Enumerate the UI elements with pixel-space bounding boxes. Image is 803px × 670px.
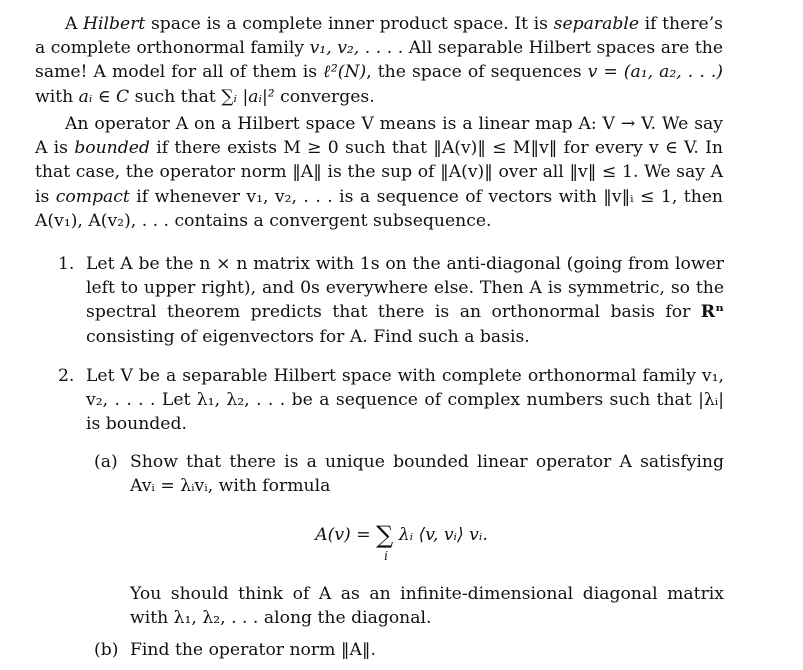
intro-part: if there’s a complete orthonormal family	[35, 14, 723, 59]
operators-part: if there exists M ≥ 0 such that ‖A(v)‖ ≤ M‖v‖ for every v ∈ V. In that case, the operator norm ‖A‖ is the sup of ‖A(v)‖ over all ‖v‖ ≤ 1. We say A is	[35, 138, 723, 207]
sum-symbol: ∑	[376, 521, 394, 549]
intro-part: converges.	[274, 86, 375, 107]
problem-1	[58, 252, 724, 349]
problem-2	[58, 364, 724, 437]
subproblem-a-note	[130, 582, 724, 630]
math-sum-condition: ∑ᵢ |aᵢ|²	[221, 86, 275, 107]
math-model: ℓ²(N)	[323, 62, 367, 83]
math-family: v₁, v₂, . . . .	[309, 38, 404, 59]
math-condition: aᵢ ∈ C	[78, 86, 130, 107]
operators-paragraph	[35, 112, 723, 233]
problem-number: 1.	[58, 254, 75, 274]
math-space: Rⁿ	[700, 302, 724, 323]
sum-index: i	[384, 549, 388, 563]
intro-part: All separable Hilbert spaces are the same! A model for all of them is	[35, 38, 724, 83]
operators-part: if whenever v₁, v₂, . . . is a sequence of vectors with ‖v‖ᵢ ≤ 1, then A(v₁), A(v₂), . . . contains a convergent subsequence.	[35, 186, 724, 231]
term-bounded: bounded	[74, 138, 150, 159]
problem-number: 2.	[58, 366, 75, 386]
display-formula	[0, 520, 803, 563]
operators-text	[35, 112, 723, 233]
problem-list-1	[58, 252, 724, 349]
intro-part: space is a complete inner product space. It is	[145, 14, 554, 34]
subproblem-text: Find the operator norm ‖A‖.	[130, 640, 376, 660]
formula-right: λᵢ ⟨v, vᵢ⟩ vᵢ.	[393, 525, 488, 545]
intro-part: such that	[129, 86, 222, 107]
subproblem-list-a	[94, 450, 724, 498]
summation	[376, 520, 394, 563]
subproblem-a	[94, 450, 724, 498]
intro-paragraph	[35, 12, 723, 109]
subproblem-b	[94, 638, 724, 662]
term-compact: compact	[55, 186, 130, 207]
term-hilbert: Hilbert	[83, 14, 146, 34]
math-sequence: v = (a₁, a₂, . . .)	[587, 62, 723, 83]
subproblem-list-b	[94, 638, 724, 662]
problem-text: Let A be the n × n matrix with 1s on the anti-diagonal (going from lower left to upper right), and 0s everywhere else. Then A is symmetric, so the spectral theorem predicts that there is an orthonormal basis for	[86, 254, 724, 323]
intro-part: , the space of sequences	[366, 62, 588, 83]
term-separable: separable	[553, 14, 640, 34]
intro-part: with	[35, 86, 79, 107]
operators-part: An operator A on a Hilbert space V means is a linear map A: V → V. We say A is	[35, 114, 723, 159]
intro-part: A	[65, 14, 84, 34]
problem-text: consisting of eigenvectors for A. Find such a basis.	[86, 326, 530, 347]
problem-list-2	[58, 364, 724, 437]
intro-text	[35, 12, 723, 109]
subproblem-label: (a)	[94, 452, 118, 472]
problem-text: Let V be a separable Hilbert space with complete orthonormal family v₁, v₂, . . . . Let λ₁, λ₂, . . . be a sequence of complex numbers such that |λᵢ| is bounded.	[86, 366, 724, 435]
subproblem-label: (b)	[94, 640, 119, 660]
subproblem-text: Show that there is a unique bounded linear operator A satisfying Avᵢ = λᵢvᵢ, with formula	[130, 452, 724, 497]
formula-left: A(v) =	[315, 525, 377, 545]
note-text: You should think of A as an infinite-dimensional diagonal matrix with λ₁, λ₂, . . . along the diagonal.	[130, 584, 724, 629]
